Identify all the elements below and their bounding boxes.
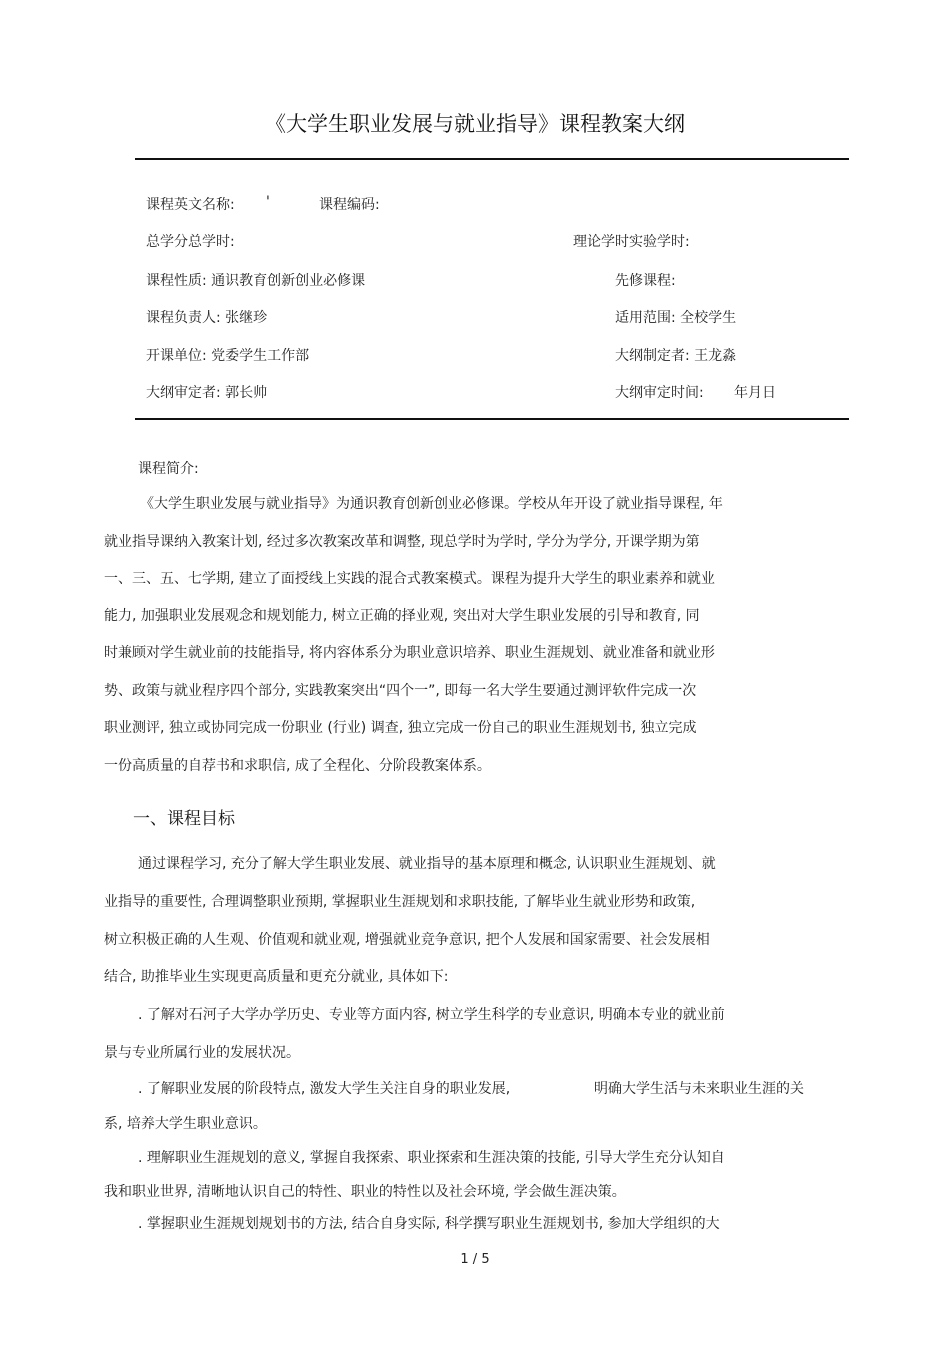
english-name-value: ' <box>266 194 270 210</box>
bottom-divider <box>135 418 849 420</box>
course-nature: 课程性质: 通识教育创新创业必修课 <box>146 273 366 289</box>
intro-line: 一份高质量的自荐书和求职信, 成了全程化、分阶段教案体系。 <box>104 758 491 774</box>
page-number: 1 / 5 <box>460 1252 490 1267</box>
english-name-label: 课程英文名称: <box>146 197 235 213</box>
theory-hours-label: 理论学时实验学时: <box>573 234 690 250</box>
course-code-label: 课程编码: <box>319 197 380 213</box>
intro-line: 一、三、五、七学期, 建立了面授线上实践的混合式教案模式。课程为提升大学生的职业素养和就业 <box>104 571 715 587</box>
outline-reviewer: 大纲审定者: 郭长帅 <box>146 385 268 401</box>
list-item: 系, 培养大学生职业意识。 <box>104 1116 267 1132</box>
list-item: 我和职业世界, 清晰地认识自己的特性、职业的特性以及社会环境, 学会做生涯决策。 <box>104 1184 626 1200</box>
goals-line: 结合, 助推毕业生实现更高质量和更充分就业, 具体如下: <box>104 969 449 985</box>
intro-line: 时兼顾对学生就业前的技能指导, 将内容体系分为职业意识培养、职业生涯规划、就业准备和就业形 <box>104 645 715 661</box>
list-item: . 了解对石河子大学办学历史、专业等方面内容, 树立学生科学的专业意识, 明确本专业的就业前 <box>138 1007 725 1023</box>
goals-line: 业指导的重要性, 合理调整职业预期, 掌握职业生涯规划和求职技能, 了解毕业生就业形势和政策, <box>104 894 696 910</box>
outline-author: 大纲制定者: 王龙淼 <box>615 348 737 364</box>
list-item: . 理解职业生涯规划的意义, 掌握自我探索、职业探索和生涯决策的技能, 引导大学生充分认知自 <box>138 1150 725 1166</box>
intro-line: 能力, 加强职业发展观念和规划能力, 树立正确的择业观, 突出对大学生职业发展的引导和教育, 同 <box>104 608 700 624</box>
list-item: 明确大学生活与未来职业生涯的关 <box>594 1081 804 1097</box>
list-item: . 掌握职业生涯规划规划书的方法, 结合自身实际, 科学撰写职业生涯规划书, 参加大学组织的大 <box>138 1216 720 1232</box>
applicable-scope: 适用范围: 全校学生 <box>615 310 737 326</box>
goals-line: 树立积极正确的人生观、价值观和就业观, 增强就业竞争意识, 把个人发展和国家需要、社会发展相 <box>104 932 710 948</box>
intro-line: 势、政策与就业程序四个部分, 实践教案突出“四个一”, 即每一名大学生要通过测评软件完成一次 <box>104 683 697 699</box>
list-item: . 了解职业发展的阶段特点, 激发大学生关注自身的职业发展, <box>138 1081 511 1097</box>
intro-line: 《大学生职业发展与就业指导》为通识教育创新创业必修课。学校从年开设了就业指导课程, 年 <box>140 496 723 512</box>
review-date-label: 大纲审定时间: <box>615 385 704 401</box>
course-owner: 课程负责人: 张继珍 <box>146 310 268 326</box>
list-item: 景与专业所属行业的发展状况。 <box>104 1045 300 1061</box>
top-divider <box>135 158 849 160</box>
section-heading-goals: 一、课程目标 <box>133 809 235 829</box>
credits-label: 总学分总学时: <box>146 234 235 250</box>
intro-line: 就业指导课纳入教案计划, 经过多次教案改革和调整, 现总学时为学时, 学分为学分, 开课学期为第 <box>104 534 700 550</box>
review-date-value: 年月日 <box>734 385 776 401</box>
intro-line: 职业测评, 独立或协同完成一份职业 (行业) 调查, 独立完成一份自己的职业生涯规划书, 独立完成 <box>104 720 697 736</box>
intro-heading: 课程简介: <box>138 461 199 477</box>
page-title: 《大学生职业发展与就业指导》课程教案大纲 <box>265 112 685 136</box>
offering-unit: 开课单位: 党委学生工作部 <box>146 348 310 364</box>
prerequisite-label: 先修课程: <box>615 273 676 289</box>
goals-line: 通过课程学习, 充分了解大学生职业发展、就业指导的基本原理和概念, 认识职业生涯规划、就 <box>138 856 716 872</box>
